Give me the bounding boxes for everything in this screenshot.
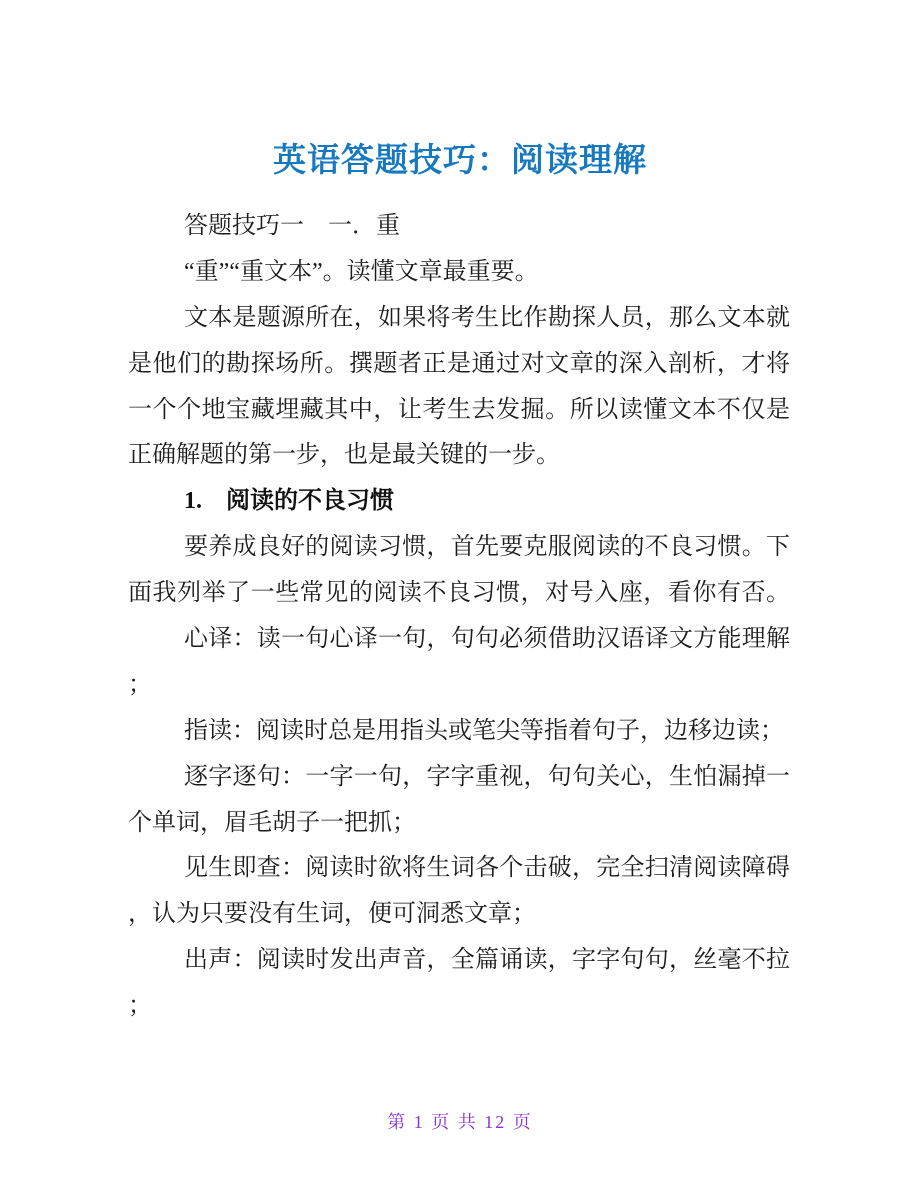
section-heading: 1. 阅读的不良习惯: [184, 488, 394, 515]
page-title: 英语答题技巧：阅读理解: [273, 141, 647, 179]
body-line: ；: [128, 993, 152, 1020]
body-line: 出声：阅读时发出声音，全篇诵读，字字句句，丝毫不拉: [184, 947, 790, 974]
page-footer: 第 1 页 共 12 页: [387, 1112, 533, 1132]
body-line: 文本是题源所在，如果将考生比作勘探人员，那么文本就: [184, 304, 790, 331]
body-line: 正确解题的第一步，也是最关键的一步。: [128, 442, 560, 469]
body-line: ，认为只要没有生词，便可洞悉文章；: [128, 901, 536, 928]
body-line: ；: [128, 671, 152, 698]
body-line: 答题技巧一 一．重: [184, 213, 400, 239]
body-line: 是他们的勘探场所。撰题者正是通过对文章的深入剖析，才将: [128, 350, 790, 377]
body-line: 见生即查：阅读时欲将生词各个击破，完全扫清阅读障碍: [184, 855, 790, 882]
body-line: 心译：读一句心译一句，句句必须借助汉语译文方能理解: [184, 626, 790, 653]
body-line: 逐字逐句：一字一句，字字重视，句句关心，生怕漏掉一: [184, 763, 790, 790]
body-line: 一个个地宝藏埋藏其中，让考生去发掘。所以读懂文本不仅是: [128, 396, 790, 423]
body-line: 要养成良好的阅读习惯，首先要克服阅读的不良习惯。下: [184, 534, 790, 561]
body-line: 面我列举了一些常见的阅读不良习惯，对号入座，看你有否。: [128, 580, 790, 607]
body-line: “重”“重文本”。读懂文章最重要。: [184, 258, 539, 285]
body-line: 指读：阅读时总是用指头或笔尖等指着句子，边移边读；: [184, 717, 784, 744]
document-body: [128, 204, 790, 1030]
body-line: 个单词，眉毛胡子一把抓；: [128, 809, 416, 836]
